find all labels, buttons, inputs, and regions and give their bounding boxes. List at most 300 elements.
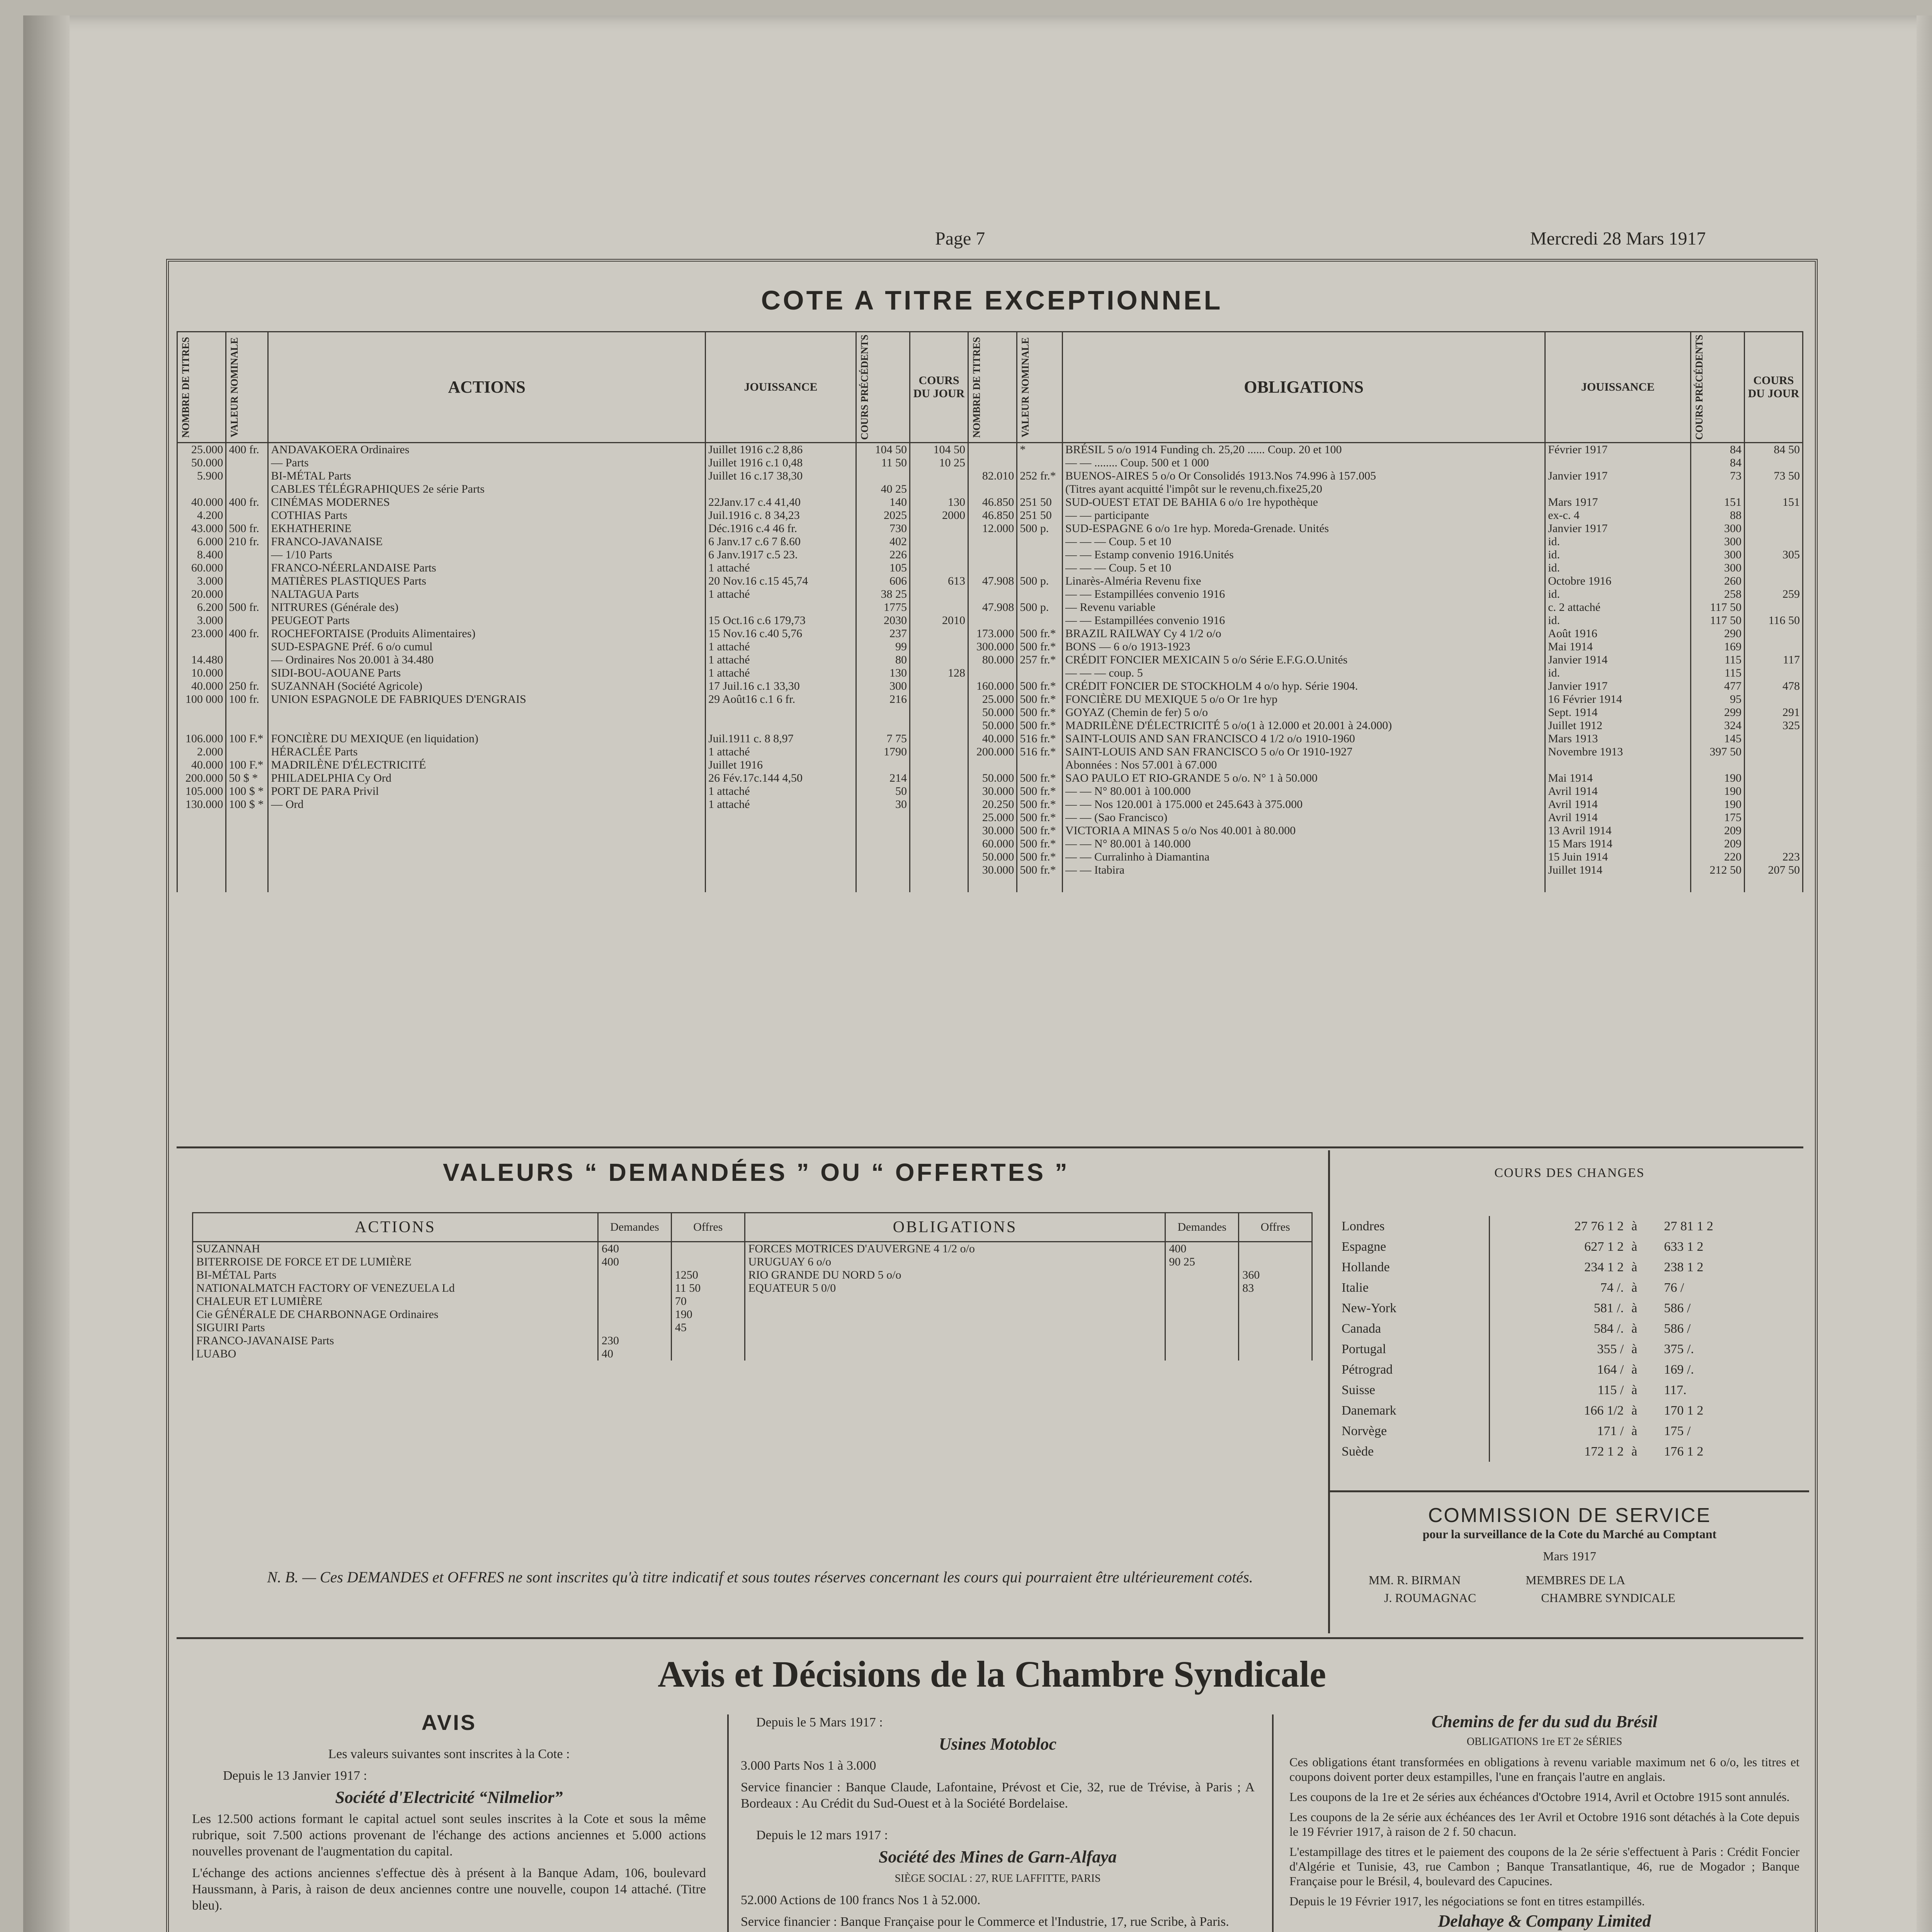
jouissance-cell [706, 811, 856, 824]
valeur-cell: 500 fr.* [1017, 640, 1063, 653]
cours-prec-cell: 115 [1690, 667, 1744, 680]
jouissance-cell: Juil.1916 c. 8 34,23 [706, 509, 856, 522]
nombre-cell: 40.000 [177, 496, 226, 509]
jouissance-cell: id. [1545, 667, 1691, 680]
cours-prec-cell [1690, 483, 1744, 496]
nombre-cell: 30.000 [968, 864, 1017, 877]
cours-jour-cell [910, 772, 968, 785]
obligation-name: — — (Sao Francisco) [1062, 811, 1545, 824]
filler-cell [1017, 877, 1063, 892]
company-seat: SIÈGE SOCIAL : 27, RUE LAFFITTE, PARIS [895, 1872, 1101, 1884]
jouissance-cell: 1 attaché [706, 785, 856, 798]
demande-cell [1165, 1347, 1239, 1361]
valeur-cell [226, 456, 268, 469]
nombre-cell: 47.908 [968, 575, 1017, 588]
cours-jour-cell [910, 627, 968, 640]
nombre-cell: 60.000 [177, 561, 226, 575]
cours-prec-cell: 300 [1690, 535, 1744, 548]
offres-head-2: Offres [1239, 1213, 1312, 1242]
jouissance-cell: 15 Nov.16 c.40 5,76 [706, 627, 856, 640]
column-rule [727, 1714, 729, 1932]
cours-prec-cell: 151 [1690, 496, 1744, 509]
currency-name: Italie [1342, 1281, 1369, 1295]
offre-cell [1239, 1308, 1312, 1321]
nombre-cell [177, 864, 226, 877]
valeur-cell: 100 fr. [226, 693, 268, 706]
nombre-cell [968, 588, 1017, 601]
demande-cell [598, 1282, 672, 1295]
cours-prec-cell: 117 50 [1690, 601, 1744, 614]
avis-col-2 [741, 1714, 1255, 1932]
table-row [177, 443, 1803, 457]
valeur-cell: 500 fr. [226, 522, 268, 535]
cours-prec-cell [856, 850, 910, 864]
cours-prec-cell [1690, 759, 1744, 772]
jouissance-cell: Janvier 1917 [1545, 522, 1691, 535]
action-name: — 1/10 Parts [268, 548, 706, 561]
jouissance-cell: 20 Nov.16 c.15 45,74 [706, 575, 856, 588]
cours-jour-cell: 2010 [910, 614, 968, 627]
jouissance-cell: 1 attaché [706, 640, 856, 653]
obligation-name: — — Curralinho à Diamantina [1062, 850, 1545, 864]
cours-jour-cell [1744, 811, 1803, 824]
cours-prec-cell: 169 [1690, 640, 1744, 653]
avis-text: Service financier : Banque Française pour le Commerce et l'Industrie, 17, rue Scribe, à Paris. [741, 1915, 1229, 1929]
table-row [177, 601, 1803, 614]
action-name: — Parts [268, 456, 706, 469]
cours-prec-cell: 7 75 [856, 732, 910, 745]
obligation-name [745, 1347, 1165, 1361]
nombre-cell [177, 706, 226, 719]
valeurs-obligations-head: OBLIGATIONS [745, 1213, 1165, 1242]
offre-cell: 83 [1239, 1282, 1312, 1295]
jouissance-cell [1545, 483, 1691, 496]
rate-high: 76 / [1664, 1281, 1684, 1295]
filler-cell [177, 877, 226, 892]
action-name: PHILADELPHIA Cy Ord [268, 772, 706, 785]
currency-name: Portugal [1342, 1342, 1386, 1356]
jouissance-cell: 6 Janv.1917 c.5 23. [706, 548, 856, 561]
commission-members [1330, 1571, 1809, 1607]
cours-jour-cell [910, 745, 968, 759]
action-name: FRANCO-JAVANAISE Parts [193, 1334, 598, 1347]
rate-sep: à [1631, 1342, 1638, 1356]
rate-sep: à [1631, 1444, 1638, 1459]
jouissance-cell: Janvier 1914 [1545, 653, 1691, 667]
cours-jour-cell [910, 706, 968, 719]
jouissance-cell: Janvier 1917 [1545, 680, 1691, 693]
valeur-cell: 100 F.* [226, 732, 268, 745]
action-name: MATIÈRES PLASTIQUES Parts [268, 575, 706, 588]
valeur-cell [226, 653, 268, 667]
demande-cell [1165, 1282, 1239, 1295]
nombre-cell: 3.000 [177, 575, 226, 588]
cours-prec-cell: 190 [1690, 785, 1744, 798]
table-row [177, 561, 1803, 575]
cours-jour-cell [1744, 522, 1803, 535]
action-name: ROCHEFORTAISE (Produits Alimentaires) [268, 627, 706, 640]
table-row [177, 614, 1803, 627]
nombre-cell [968, 456, 1017, 469]
change-row [1338, 1298, 1797, 1318]
col-cours-jour-2: COURS DU JOUR [1744, 332, 1803, 443]
col-valeur-2: VALEUR NOMINALE [1017, 332, 1063, 443]
cours-prec-cell [856, 824, 910, 837]
table-row [193, 1269, 1312, 1282]
currency-name: New-York [1342, 1301, 1396, 1315]
cours-jour-cell: 116 50 [1744, 614, 1803, 627]
change-row [1338, 1257, 1797, 1277]
offre-cell: 190 [671, 1308, 745, 1321]
currency-name: Hollande [1342, 1260, 1390, 1274]
divider [177, 1637, 1803, 1639]
cours-jour-cell [910, 469, 968, 483]
offre-cell [671, 1255, 745, 1269]
changes-title: COURS DES CHANGES [1494, 1166, 1645, 1180]
cours-prec-cell: 214 [856, 772, 910, 785]
jouissance-cell: Mars 1917 [1545, 496, 1691, 509]
nombre-cell: 40.000 [177, 680, 226, 693]
nombre-cell [177, 850, 226, 864]
jouissance-cell: Juillet 1914 [1545, 864, 1691, 877]
demande-cell: 40 [598, 1347, 672, 1361]
company-name: Société des Mines de Garn-Alfaya [879, 1847, 1117, 1866]
nombre-cell [968, 548, 1017, 561]
rate-low: 115 / [1489, 1380, 1628, 1400]
jouissance-cell [706, 850, 856, 864]
nombre-cell: 4.200 [177, 509, 226, 522]
change-row [1338, 1236, 1797, 1257]
valeur-cell: 100 $ * [226, 798, 268, 811]
avis-text: Les 12.500 actions formant le capital actuel sont seules inscrites à la Cote et sous la même rubrique, soit 7.500 actions provenant de l'échange des actions anciennes et 5.000 actions nouvelles provenant de l'augmentation du capital. [192, 1812, 706, 1859]
cours-jour-cell [1744, 693, 1803, 706]
rate-sep: à [1631, 1362, 1638, 1377]
cours-jour-cell [910, 759, 968, 772]
nombre-cell: 25.000 [968, 693, 1017, 706]
nombre-cell: 105.000 [177, 785, 226, 798]
cours-jour-cell [1744, 824, 1803, 837]
obligation-name [745, 1295, 1165, 1308]
action-name: NALTAGUA Parts [268, 588, 706, 601]
action-name: BI-MÉTAL Parts [193, 1269, 598, 1282]
valeur-cell: 500 fr.* [1017, 798, 1063, 811]
valeur-cell: 257 fr.* [1017, 653, 1063, 667]
action-name [268, 824, 706, 837]
valeur-cell: 500 fr.* [1017, 837, 1063, 850]
obligation-name: Linarès-Alméria Revenu fixe [1062, 575, 1545, 588]
action-name [268, 850, 706, 864]
cours-jour-cell: 305 [1744, 548, 1803, 561]
filler-cell [1062, 877, 1545, 892]
nombre-cell: 30.000 [968, 824, 1017, 837]
demande-cell: 400 [1165, 1242, 1239, 1256]
change-row [1338, 1380, 1797, 1400]
table-row [177, 483, 1803, 496]
cours-jour-cell: 117 [1744, 653, 1803, 667]
cours-prec-cell: 226 [856, 548, 910, 561]
demande-cell [1165, 1334, 1239, 1347]
offre-cell [1239, 1242, 1312, 1256]
table-row [177, 811, 1803, 824]
cours-jour-cell: 10 25 [910, 456, 968, 469]
valeur-cell: 500 fr.* [1017, 864, 1063, 877]
col-valeur: VALEUR NOMINALE [226, 332, 268, 443]
commission-month: Mars 1917 [1543, 1549, 1596, 1563]
currency-name: Danemark [1342, 1403, 1396, 1418]
cours-prec-cell: 50 [856, 785, 910, 798]
table-row [177, 680, 1803, 693]
rate-sep: à [1631, 1321, 1638, 1336]
table-row [177, 469, 1803, 483]
valeur-cell [226, 745, 268, 759]
avis-col-1 [192, 1710, 706, 1932]
rate-high: 633 1 2 [1664, 1240, 1704, 1254]
table-row [177, 640, 1803, 653]
demande-cell: 90 25 [1165, 1255, 1239, 1269]
cours-prec-cell: 84 [1690, 443, 1744, 457]
rate-high: 238 1 2 [1664, 1260, 1704, 1274]
demande-cell: 640 [598, 1242, 672, 1256]
avis-head: AVIS [421, 1710, 477, 1735]
nombre-cell: 82.010 [968, 469, 1017, 483]
cours-jour-cell: 73 50 [1744, 469, 1803, 483]
table-row [177, 745, 1803, 759]
cours-prec-cell: 209 [1690, 824, 1744, 837]
cours-prec-cell: 209 [1690, 837, 1744, 850]
nombre-cell: 8.400 [177, 548, 226, 561]
cours-prec-cell [856, 864, 910, 877]
cours-jour-cell [1744, 535, 1803, 548]
action-name: EKHATHERINE [268, 522, 706, 535]
obligation-name: — — Estamp convenio 1916.Unités [1062, 548, 1545, 561]
cours-jour-cell [910, 561, 968, 575]
table-filler [177, 877, 1803, 892]
jouissance-cell: id. [1545, 561, 1691, 575]
valeurs-table [192, 1212, 1313, 1361]
nombre-cell [177, 837, 226, 850]
valeur-cell: 251 50 [1017, 496, 1063, 509]
cours-prec-cell: 324 [1690, 719, 1744, 732]
nombre-cell [968, 443, 1017, 457]
jouissance-cell: ex-c. 4 [1545, 509, 1691, 522]
valeur-cell [1017, 667, 1063, 680]
cours-jour-cell [1744, 575, 1803, 588]
cours-prec-cell: 212 50 [1690, 864, 1744, 877]
rate-low: 627 1 2 [1489, 1236, 1628, 1257]
cours-jour-cell: 151 [1744, 496, 1803, 509]
valeurs-actions-head: ACTIONS [193, 1213, 598, 1242]
valeur-cell [1017, 561, 1063, 575]
cours-jour-cell: 84 50 [1744, 443, 1803, 457]
col-cours-jour: COURS DU JOUR [910, 332, 968, 443]
table-row [193, 1334, 1312, 1347]
cours-prec-cell: 300 [1690, 548, 1744, 561]
page-date: Mercredi 28 Mars 1917 [1530, 228, 1706, 249]
currency-name: Canada [1342, 1321, 1381, 1336]
valeur-cell [1017, 456, 1063, 469]
valeur-cell [1017, 759, 1063, 772]
nombre-cell [177, 811, 226, 824]
table-row [177, 772, 1803, 785]
rate-sep: à [1631, 1403, 1638, 1418]
cours-prec-cell: 80 [856, 653, 910, 667]
company-name: Delahaye & Company Limited [1438, 1912, 1651, 1930]
nombre-cell: 173.000 [968, 627, 1017, 640]
book-spine [23, 15, 70, 1932]
rate-sep: à [1631, 1219, 1638, 1233]
table-row [177, 627, 1803, 640]
table-row [177, 667, 1803, 680]
obligation-name: — — Nos 120.001 à 175.000 et 245.643 à 375.000 [1062, 798, 1545, 811]
cours-jour-cell [910, 864, 968, 877]
action-name: MADRILÈNE D'ÉLECTRICITÉ [268, 759, 706, 772]
cours-jour-cell: 207 50 [1744, 864, 1803, 877]
valeur-cell: 500 fr.* [1017, 785, 1063, 798]
valeur-cell: 251 50 [1017, 509, 1063, 522]
rate-low: 166 1/2 [1489, 1400, 1628, 1421]
jouissance-cell: 13 Avril 1914 [1545, 824, 1691, 837]
nombre-cell: 60.000 [968, 837, 1017, 850]
valeur-cell [226, 575, 268, 588]
rate-high: 175 / [1664, 1424, 1691, 1438]
jouissance-cell: Juillet 1916 c.1 0,48 [706, 456, 856, 469]
obligation-name: — — — Coup. 5 et 10 [1062, 535, 1545, 548]
cours-prec-cell: 258 [1690, 588, 1744, 601]
valeur-cell [226, 483, 268, 496]
valeur-cell [226, 588, 268, 601]
rate-sep: à [1631, 1260, 1638, 1274]
demande-cell [1165, 1295, 1239, 1308]
jouissance-cell: 29 Août16 c.1 6 fr. [706, 693, 856, 706]
valeur-cell [226, 548, 268, 561]
obligation-name: FONCIÈRE DU MEXIQUE 5 o/o Or 1re hyp [1062, 693, 1545, 706]
nombre-cell: 50.000 [968, 772, 1017, 785]
obligation-name: MADRILÈNE D'ÉLECTRICITÉ 5 o/o(1 à 12.000 et 20.001 à 24.000) [1062, 719, 1545, 732]
jouissance-cell: Octobre 1916 [1545, 575, 1691, 588]
obligation-name [745, 1308, 1165, 1321]
obligation-name: — — N° 80.001 à 140.000 [1062, 837, 1545, 850]
cours-jour-cell: 104 50 [910, 443, 968, 457]
valeur-cell [226, 850, 268, 864]
action-name [268, 811, 706, 824]
table-row [177, 732, 1803, 745]
jouissance-cell [1545, 456, 1691, 469]
offre-cell [1239, 1321, 1312, 1334]
obligation-name: SUD-ESPAGNE 6 o/o 1re hyp. Moreda-Grenade. Unités [1062, 522, 1545, 535]
jouissance-cell: Sept. 1914 [1545, 706, 1691, 719]
jouissance-cell: Août 1916 [1545, 627, 1691, 640]
nombre-cell [968, 614, 1017, 627]
action-name: CHALEUR ET LUMIÈRE [193, 1295, 598, 1308]
valeur-cell: 210 fr. [226, 535, 268, 548]
table-row [177, 522, 1803, 535]
cours-jour-cell [910, 850, 968, 864]
avis-text: 52.000 Actions de 100 francs Nos 1 à 52.000. [741, 1893, 981, 1907]
obligation-name: SAINT-LOUIS AND SAN FRANCISCO 4 1/2 o/o 1910-1960 [1062, 732, 1545, 745]
jouissance-cell: 1 attaché [706, 798, 856, 811]
cours-prec-cell: 175 [1690, 811, 1744, 824]
jouissance-cell: c. 2 attaché [1545, 601, 1691, 614]
valeur-cell [226, 719, 268, 732]
action-name: LUABO [193, 1347, 598, 1361]
cours-jour-cell [910, 837, 968, 850]
obligation-name: VICTORIA A MINAS 5 o/o Nos 40.001 à 80.000 [1062, 824, 1545, 837]
cours-prec-cell: 140 [856, 496, 910, 509]
cours-prec-cell: 88 [1690, 509, 1744, 522]
cours-prec-cell: 95 [1690, 693, 1744, 706]
nombre-cell [177, 483, 226, 496]
rate-high: 27 81 1 2 [1664, 1219, 1713, 1233]
col-actions: ACTIONS [268, 332, 706, 443]
nombre-cell [177, 640, 226, 653]
jouissance-cell: 26 Fév.17c.144 4,50 [706, 772, 856, 785]
cours-jour-cell [1744, 837, 1803, 850]
cours-prec-cell: 104 50 [856, 443, 910, 457]
cours-prec-cell: 117 50 [1690, 614, 1744, 627]
column-rule [1272, 1714, 1274, 1932]
offre-cell [1239, 1334, 1312, 1347]
valeur-cell: 500 p. [1017, 601, 1063, 614]
jouissance-cell: 22Janv.17 c.4 41,40 [706, 496, 856, 509]
cours-prec-cell [856, 837, 910, 850]
cours-jour-cell [1744, 601, 1803, 614]
nombre-cell: 160.000 [968, 680, 1017, 693]
nombre-cell: 30.000 [968, 785, 1017, 798]
table-row [193, 1308, 1312, 1321]
valeur-cell: 516 fr.* [1017, 732, 1063, 745]
jouissance-cell: id. [1545, 535, 1691, 548]
jouissance-cell: id. [1545, 588, 1691, 601]
changes-table [1338, 1216, 1798, 1462]
table-row [177, 850, 1803, 864]
change-row [1338, 1441, 1797, 1462]
cours-prec-cell: 1790 [856, 745, 910, 759]
cours-prec-cell: 84 [1690, 456, 1744, 469]
filler-cell [706, 877, 856, 892]
cours-prec-cell: 220 [1690, 850, 1744, 864]
avis-date: Depuis le 5 Mars 1917 : [756, 1715, 883, 1730]
demande-cell [598, 1269, 672, 1282]
cours-jour-cell: 478 [1744, 680, 1803, 693]
valeur-cell [226, 469, 268, 483]
action-name: FONCIÈRE DU MEXIQUE (en liquidation) [268, 732, 706, 745]
cours-jour-cell [910, 719, 968, 732]
jouissance-cell [706, 601, 856, 614]
nombre-cell: 20.250 [968, 798, 1017, 811]
obligation-name: — — participante [1062, 509, 1545, 522]
valeur-cell: 500 fr.* [1017, 693, 1063, 706]
jouissance-cell: 15 Mars 1914 [1545, 837, 1691, 850]
cours-prec-cell: 300 [1690, 561, 1744, 575]
nombre-cell: 80.000 [968, 653, 1017, 667]
nombre-cell: 50.000 [177, 456, 226, 469]
col-cours-prec: COURS PRÉCÉDENTS [856, 332, 910, 443]
jouissance-cell [706, 864, 856, 877]
rate-low: 355 / [1489, 1339, 1628, 1359]
valeur-cell: 252 fr.* [1017, 469, 1063, 483]
change-row [1338, 1359, 1797, 1380]
filler-cell [226, 877, 268, 892]
table-row [177, 535, 1803, 548]
jouissance-cell: Mars 1913 [1545, 732, 1691, 745]
avis-date: Depuis le 12 mars 1917 : [756, 1828, 888, 1842]
valeur-cell [226, 824, 268, 837]
commission-sub: pour la surveillance de la Cote du Marché au Comptant [1422, 1527, 1717, 1541]
main-frame [166, 259, 1818, 1932]
demande-cell [598, 1321, 672, 1334]
offre-cell [671, 1334, 745, 1347]
nombre-cell: 12.000 [968, 522, 1017, 535]
